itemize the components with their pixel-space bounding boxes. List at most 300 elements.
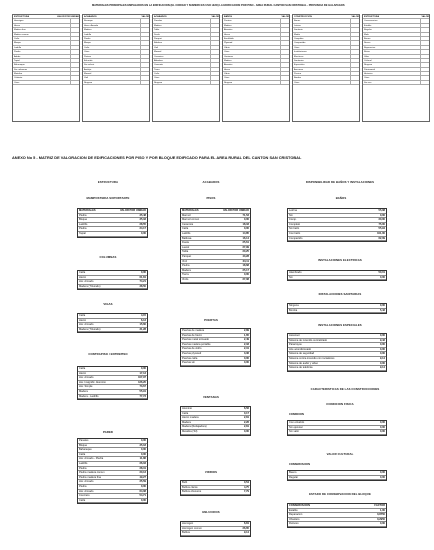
top-grid-header: ACABADOS VALOR bbox=[84, 16, 149, 18]
top-grid-header: ACABADOS VALOR bbox=[154, 16, 219, 18]
top-grid-row: Bloque bbox=[13, 41, 79, 45]
row-value: 6,56 bbox=[243, 407, 249, 410]
top-grid-row: Marmol bbox=[83, 72, 149, 76]
row-label: Bulbos claros bbox=[182, 485, 198, 489]
top-grid-row: Otros bbox=[293, 81, 359, 85]
row-value: 9,42 bbox=[379, 338, 385, 342]
row-value: 2,33 bbox=[243, 342, 249, 346]
row-value: 61,81 bbox=[139, 275, 146, 279]
table-row bbox=[288, 430, 386, 435]
row-label: Hormigon bbox=[182, 522, 194, 525]
row-value: 0,00 bbox=[140, 271, 146, 274]
top-grid-row: Azulejo bbox=[83, 68, 149, 72]
row-value: 18,33 bbox=[242, 222, 249, 226]
top-grid-row: Banos bbox=[293, 19, 359, 23]
row-label: Piedra madera fina bbox=[79, 475, 101, 479]
row-label: Con enlucido bbox=[289, 421, 305, 424]
col3-condicion-table bbox=[287, 420, 387, 436]
top-grid-row: Ladrillo bbox=[83, 33, 149, 37]
col1-mamposteria-table: MATERIALES VALOR POR UNIDAD Piedra 35,48 Bloque 35,33 Ladrillo 28,55 Piedra 24,17 Tapial 0,00 bbox=[77, 208, 148, 238]
row-value: 26,03 bbox=[139, 461, 146, 465]
cultural-label: CONSERVACION bbox=[289, 463, 310, 466]
top-grid-row: Aluminio bbox=[223, 28, 289, 32]
row-label: Puertas plywood bbox=[182, 351, 202, 355]
col3-sub1: BAÑOS bbox=[335, 196, 347, 200]
row-value: 0,00 bbox=[140, 231, 146, 235]
top-grid-row: Otros bbox=[293, 46, 359, 50]
top-grid-row: Tapial bbox=[13, 59, 79, 63]
row-label: Piedra bbox=[79, 466, 87, 470]
top-grid-row: Hierro bbox=[223, 33, 289, 37]
row-value: 0,00 bbox=[379, 213, 385, 217]
col3-sub6: CONDICION FISICA bbox=[326, 402, 354, 406]
top-grid-row: Sin uso bbox=[363, 81, 429, 85]
top-grid-row: Piscina bbox=[293, 72, 359, 76]
row-value: 62,09 bbox=[378, 236, 385, 240]
row-value: 6,81 bbox=[243, 522, 249, 525]
row-value: 74,21 bbox=[139, 280, 146, 284]
row-label: Tierra bbox=[182, 273, 189, 277]
row-label: Sistema contra incendio con rociadores bbox=[289, 356, 335, 360]
top-grid-row: Caña bbox=[83, 46, 149, 50]
top-grid-row: Otros bbox=[223, 76, 289, 80]
row-value: 20,25 bbox=[242, 250, 249, 254]
top-grid-row: Parquet bbox=[153, 37, 219, 41]
row-value: 27,99 bbox=[242, 245, 249, 249]
table-row bbox=[78, 232, 147, 237]
top-grid-row: Vinil bbox=[83, 76, 149, 80]
row-label: Puertas sin bbox=[182, 361, 195, 365]
top-grid-row: Aluminio bbox=[223, 63, 289, 67]
row-value: 71,53 bbox=[242, 213, 249, 217]
col1-contrapiso-table bbox=[77, 366, 148, 400]
row-label: Hor. Armado bbox=[79, 489, 94, 493]
col1-sub5: PARED bbox=[102, 430, 114, 434]
row-label: Aluminio bbox=[182, 407, 192, 410]
col3-sub5: CARACTERISTICAS DE LAS CONSTRUCCIONES bbox=[310, 387, 380, 391]
row-value: 0,00 bbox=[243, 218, 249, 222]
top-grid-row: Ceramica bbox=[153, 55, 219, 59]
row-value: 28,55 bbox=[139, 222, 146, 226]
top-grid-row: Revoque bbox=[83, 19, 149, 23]
top-grid-row: Madera comun bbox=[13, 33, 79, 37]
row-value: 7,79 bbox=[243, 490, 249, 494]
col2-heading: ACABADOS bbox=[202, 180, 220, 184]
top-grid-row: Tierra bbox=[153, 68, 219, 72]
row-label: Ceramica bbox=[182, 222, 194, 226]
row-label: Hierro bbox=[79, 318, 87, 322]
row-label: Marmol comun bbox=[182, 218, 200, 222]
table-row bbox=[181, 361, 250, 366]
row-label: Sin baño bbox=[289, 227, 300, 231]
row-label: Sistema de seguridad bbox=[289, 352, 315, 356]
row-label: Piedra madera comun bbox=[79, 471, 105, 475]
top-grid-row: Cemento bbox=[153, 63, 219, 67]
col2-sub3: VENTANAS bbox=[203, 395, 219, 399]
row-value: 0,00 bbox=[243, 273, 249, 277]
top-grid-row: Ventanas bbox=[223, 55, 289, 59]
row-value: 28,31 bbox=[139, 466, 146, 470]
row-value: 35,33 bbox=[139, 218, 146, 222]
row-label: Madera (Rebajadora) bbox=[182, 425, 207, 429]
col3-electricas-table bbox=[287, 270, 387, 281]
table-row bbox=[288, 366, 386, 371]
top-grid-row: Estable bbox=[363, 24, 429, 28]
row-value: 101,00 bbox=[377, 231, 385, 235]
row-label: Marmol bbox=[182, 213, 191, 217]
row-label: Obsoleto bbox=[289, 517, 300, 521]
row-label: Estable bbox=[289, 508, 298, 512]
row-label: Caña bbox=[79, 271, 86, 274]
row-value: 5,42 bbox=[379, 308, 385, 312]
top-grid-row: Madera bbox=[83, 28, 149, 32]
row-label: Metalica (Tol) bbox=[182, 429, 198, 433]
row-label: Ladrillo bbox=[79, 461, 88, 465]
row-value: 0,00 bbox=[140, 439, 146, 442]
row-value: 24,17 bbox=[139, 227, 146, 231]
row-label: Sin bbox=[289, 275, 293, 279]
row-label: Bloque bbox=[79, 218, 88, 222]
row-value: 0,00 bbox=[243, 356, 249, 360]
page-title: ANEXO No 5 - MATRIZ DE VALORACION DE EDIFICACIONES POR PISO Y POR BLOQUE EDIFICADO PARA EL AREA RURAL DEL CANTON SAN CRISTOBAL bbox=[12, 155, 302, 160]
top-grid-row: Otros bbox=[223, 50, 289, 54]
row-value: 0,2950 bbox=[377, 517, 385, 521]
top-grid-header: CONSTRUCCION VALOR bbox=[294, 16, 359, 18]
row-value: 2,89 bbox=[243, 329, 249, 332]
row-value: 2,49 bbox=[243, 338, 249, 342]
top-grid-row: Historico bbox=[363, 72, 429, 76]
col2-ventanas-table bbox=[180, 406, 251, 436]
row-value: 0,00 bbox=[379, 430, 385, 434]
table-row bbox=[181, 430, 250, 435]
table-row bbox=[78, 499, 147, 504]
top-grid-row: Otros bbox=[13, 81, 79, 85]
row-value: 20,00 bbox=[378, 218, 385, 222]
row-label: Sistema de audio y video bbox=[289, 361, 318, 365]
col1-heading: ESTRUCTURA bbox=[97, 180, 119, 184]
top-grid-row: Hormigon bbox=[13, 19, 79, 23]
row-value: 0,00 bbox=[243, 227, 249, 231]
row-label: Madera bbox=[79, 389, 88, 393]
row-label: Piedra bbox=[79, 227, 87, 231]
row-label: Concreto bbox=[79, 494, 90, 498]
row-label: Bloque bbox=[79, 443, 88, 447]
row-value: 49,27 bbox=[139, 475, 146, 479]
col1-sub1: MAMPOSTERIA SOPORTANTE bbox=[86, 196, 130, 200]
row-label: Laurel bbox=[182, 245, 190, 249]
row-label: Piedra bbox=[79, 213, 87, 217]
row-label: Puertas de vidrio bbox=[182, 347, 202, 351]
top-grid-row: Hierro bbox=[223, 68, 289, 72]
table-row bbox=[288, 522, 386, 527]
row-value: 43,28 bbox=[242, 254, 249, 258]
row-label: Piedra bbox=[79, 484, 87, 488]
row-label: Completo bbox=[289, 222, 301, 226]
row-value: 0,54 bbox=[243, 481, 249, 484]
top-grid-row: Vinil bbox=[153, 46, 219, 50]
row-value: 4,75 bbox=[243, 485, 249, 489]
top-grid-row: Madera bbox=[223, 59, 289, 63]
top-grid-row: Ascensor bbox=[293, 68, 359, 72]
row-label: Madera bbox=[182, 420, 191, 424]
top-title: MATERIALES PRINCIPALES EMPLEADOS EN LA EDIFICACION (EL CODIGO Y NUMERO ES USO HIJO) LA EDIFICACION POR PISO - AREA RURAL CANTON SAN CRISTOBAL - PROVINCIA DE GALAPAGOS bbox=[92, 4, 345, 7]
top-grid-row: Adobe bbox=[13, 55, 79, 59]
table-row bbox=[181, 278, 250, 283]
col3-cultural-table bbox=[287, 470, 387, 481]
top-grid-row: Madera bbox=[153, 24, 219, 28]
row-label: Piedra bbox=[182, 264, 190, 268]
col2-sub1: PISOS bbox=[206, 196, 216, 200]
row-value: 2,81 bbox=[243, 425, 249, 429]
col3-sub8: ESTADO DE CONSERVACION DEL BLOQUE bbox=[309, 492, 371, 496]
top-grid-row: Puertas bbox=[223, 19, 289, 23]
row-label: Bulbos obscuros bbox=[182, 490, 202, 494]
top-grid-header: ESTRUCTURA VALOR POR UNIDAD bbox=[14, 16, 79, 18]
row-label: Ruinoso bbox=[289, 522, 299, 526]
top-grid-row: Metalica bbox=[13, 72, 79, 76]
top-grid-row: Madera bbox=[223, 24, 289, 28]
top-grid-row: Caña bbox=[13, 37, 79, 41]
col2-puertas-table bbox=[180, 328, 251, 367]
row-label: Madera (Triturado) bbox=[79, 284, 101, 288]
col2-vidrios-table bbox=[180, 480, 251, 496]
top-grid-header: BAÑOS VALOR bbox=[224, 16, 289, 18]
top-grid-row: Marmol bbox=[153, 50, 219, 54]
row-value: 18,68 bbox=[242, 264, 249, 268]
table-row bbox=[181, 531, 250, 536]
top-grid-row: Bomba bbox=[293, 76, 359, 80]
top-grid-row: Alfombra bbox=[153, 59, 219, 63]
row-value: 17,13 bbox=[139, 371, 146, 375]
top-grid-row: Cubierta bbox=[13, 76, 79, 80]
row-label: Caña bbox=[182, 227, 189, 231]
row-label: Puertas madera portable bbox=[182, 342, 211, 346]
row-label: Sistema de telefonia bbox=[289, 366, 313, 370]
row-value: 26,65 bbox=[242, 526, 249, 530]
row-value: 0,00 bbox=[379, 425, 385, 429]
row-label: Sin bbox=[289, 213, 293, 217]
row-label: Bomba bbox=[289, 308, 298, 312]
row-label: Vinil bbox=[182, 259, 187, 263]
row-label: Madera (Triturado) bbox=[79, 327, 101, 331]
col1-pared-table bbox=[77, 438, 148, 504]
row-value: 75,00 bbox=[378, 222, 385, 226]
row-label: Caña bbox=[79, 367, 86, 370]
top-grid-row: Tabla bbox=[153, 28, 219, 32]
row-value: 0,8750 bbox=[377, 513, 385, 517]
top-grid-row: Enlucido bbox=[83, 59, 149, 63]
row-value: 35,48 bbox=[139, 213, 146, 217]
row-label: Sin valor bbox=[289, 430, 300, 434]
col3-sub7: VALOR CULTURAL bbox=[326, 452, 354, 456]
row-value: 0,00 bbox=[379, 471, 385, 474]
row-value: 0,00 bbox=[140, 484, 146, 488]
top-grid-header: ESTRUCTURA VALOR bbox=[364, 16, 429, 18]
top-grid-row: Sanitarias bbox=[293, 59, 359, 63]
col3-sub4: INSTALACIONES ESPECIALES bbox=[318, 323, 362, 327]
top-grid-row: Cultural bbox=[363, 59, 429, 63]
row-label: Ninguna bbox=[289, 304, 299, 307]
row-label: Regular bbox=[289, 475, 299, 479]
top-grid-row: Madera fina bbox=[13, 28, 79, 32]
row-label: Caña bbox=[79, 498, 86, 502]
col3-heading: DISPONIBILIDAD DE BAÑOS Y INSTALACIONES bbox=[305, 180, 375, 184]
top-grid-row: Nuevo bbox=[363, 41, 429, 45]
row-label: Compartido bbox=[289, 236, 303, 240]
top-grid-row: Plywood bbox=[223, 41, 289, 45]
row-value: 20,13 bbox=[139, 471, 146, 475]
top-grid-row: Bueno bbox=[363, 37, 429, 41]
top-grid-column bbox=[12, 14, 80, 122]
row-value: 9,14 bbox=[379, 366, 385, 370]
table-row bbox=[78, 395, 147, 400]
row-value: 107,97 bbox=[138, 376, 146, 380]
col1-sub2: COLUMNAS bbox=[99, 255, 117, 259]
col2-pisos-table: MATERIALES VALOR POR UNIDAD Marmol 71,53 Marmol comun 0,00 Ceramica 18,33 Caña 0,00 Ladrillo 14,85 Baldosa 16,14 Duela 25,61 Laurel 27,99 Tabla 20,25 Parquet 43,28 Vinil 23,11 Piedra 18,68 Madera 25,17 Tierra 0,00 Vinilo 27,08 bbox=[180, 208, 251, 284]
top-grid-row: Malo bbox=[363, 33, 429, 37]
top-grid-row: Valor bbox=[363, 55, 429, 59]
row-label: Hor. Insignific. Aluminio bbox=[79, 380, 106, 384]
row-value: 25,17 bbox=[242, 268, 249, 272]
top-grid-row: Completo bbox=[293, 37, 359, 41]
row-value: 0,00 bbox=[140, 498, 146, 502]
top-grid-row: Conservacion bbox=[363, 19, 429, 23]
col3-sanitarias-table bbox=[287, 303, 387, 314]
row-value: 23,11 bbox=[242, 259, 249, 263]
row-label: Hor. Armado bbox=[79, 480, 94, 484]
row-label: Puertas metal torneado bbox=[182, 338, 209, 342]
row-value: 54,71 bbox=[139, 494, 146, 498]
top-grid-column bbox=[82, 14, 150, 122]
row-value: 6,13 bbox=[140, 318, 146, 322]
top-grid-row: Compartido bbox=[293, 41, 359, 45]
table-row bbox=[288, 276, 386, 281]
row-value: 38,50 bbox=[139, 284, 146, 288]
row-value: 1,65 bbox=[243, 333, 249, 337]
row-label: Bulb bbox=[182, 481, 188, 484]
top-grid-row: Otros bbox=[363, 76, 429, 80]
top-grid-row: Reparacion bbox=[363, 46, 429, 50]
table-row bbox=[288, 476, 386, 481]
top-grid-row: Horm. Armado bbox=[83, 24, 149, 28]
row-value: 73,67 bbox=[139, 385, 146, 389]
top-grid-row: Sanitario bbox=[293, 28, 359, 32]
top-grid-row: Bloque bbox=[83, 41, 149, 45]
table-row bbox=[78, 285, 147, 290]
row-label: Ladrillo bbox=[182, 231, 191, 235]
row-value: 11,86 bbox=[139, 457, 146, 461]
row-value: 1,00 bbox=[379, 508, 385, 512]
row-label: Madera - Ladrillo bbox=[79, 394, 99, 398]
row-value: 0,00 bbox=[140, 367, 146, 370]
row-value: 0,00 bbox=[379, 304, 385, 307]
row-value: 64,08 bbox=[139, 489, 146, 493]
row-value: 0,00 bbox=[379, 334, 385, 337]
row-label: Alambrado bbox=[289, 271, 302, 274]
row-value: 55,91 bbox=[139, 389, 146, 393]
row-value: 2,81 bbox=[243, 416, 249, 420]
row-value: 0,00 bbox=[243, 429, 249, 433]
row-value: 0,00 bbox=[379, 275, 385, 279]
top-grid-row: Vidrio bbox=[223, 46, 289, 50]
row-label: Hierro bbox=[79, 275, 87, 279]
row-label: Caña bbox=[79, 314, 86, 317]
top-grid-row: Electricas bbox=[293, 55, 359, 59]
row-label: Con baño bbox=[289, 231, 301, 235]
row-value: 0,17 bbox=[243, 411, 249, 415]
row-value: 9,14 bbox=[379, 356, 385, 360]
condicion-label: CONDICION bbox=[289, 413, 304, 416]
top-grid-row: Patrimonial bbox=[363, 68, 429, 72]
col3-estado-table: CONSERVACION FACTOR Estable 1,00 Reparacion 0,8750 Obsoleto 0,2950 Ruinoso 0,00 bbox=[287, 503, 387, 528]
row-label: Madera bbox=[182, 268, 191, 272]
row-label: Baldosa bbox=[182, 236, 192, 240]
col1-sub4: CONTRAPISO / ENTREPISO bbox=[88, 352, 128, 356]
row-value: 3,36 bbox=[243, 351, 249, 355]
top-grid-row: Letrina bbox=[293, 24, 359, 28]
col2-sub2: PUERTAS bbox=[204, 318, 218, 322]
top-grid-row: Instalaciones bbox=[293, 50, 359, 54]
col2-sub5: ENLUCIDOS bbox=[202, 510, 220, 514]
row-label: Sistema de incendio centralizado bbox=[289, 338, 328, 342]
row-label: Hor. Armado bbox=[79, 376, 94, 380]
top-grid-row: Ninguno bbox=[223, 81, 289, 85]
row-value: 55,08 bbox=[378, 209, 385, 212]
row-value: 0,00 bbox=[379, 421, 385, 424]
table-row bbox=[288, 237, 386, 242]
row-label: Pararrayos bbox=[289, 343, 302, 347]
row-label: Hor. Armado - Piedra bbox=[79, 457, 104, 461]
row-value: 50,01 bbox=[378, 271, 385, 274]
row-value: 25,61 bbox=[242, 241, 249, 245]
top-grid-column bbox=[292, 14, 360, 122]
row-label: Ladrillo bbox=[79, 222, 88, 226]
row-label: Puertas de hierro bbox=[182, 333, 202, 337]
top-grid-row: Sin columnas bbox=[13, 68, 79, 72]
row-value: 2,31 bbox=[243, 347, 249, 351]
top-grid-row: Duela bbox=[153, 33, 219, 37]
row-label: Duela bbox=[182, 241, 189, 245]
col3-especiales-table bbox=[287, 333, 387, 372]
row-value: 0,00 bbox=[379, 522, 385, 526]
top-grid-row: Ninguno bbox=[363, 63, 429, 67]
table-row bbox=[181, 490, 250, 495]
table-row bbox=[288, 309, 386, 314]
top-grid-row: Ninguno bbox=[83, 81, 149, 85]
row-label: Reparacion bbox=[289, 513, 303, 517]
row-label: Bahareque bbox=[79, 448, 92, 452]
row-value: 16,14 bbox=[242, 236, 249, 240]
col2-sub4: VIDRIOS bbox=[204, 470, 218, 474]
row-value: 0,00 bbox=[379, 361, 385, 365]
row-label: Paneles bbox=[79, 439, 89, 442]
row-label: Tapial bbox=[79, 231, 86, 235]
row-label: Caña bbox=[79, 452, 86, 456]
row-label: Hormigon comun bbox=[182, 526, 202, 530]
top-grid-row: Piedra bbox=[83, 37, 149, 41]
top-grid-row: Sin enlucir bbox=[83, 63, 149, 67]
top-grid-row: Hierro bbox=[13, 24, 79, 28]
top-grid-row: Ruina bbox=[363, 50, 429, 54]
row-label: Hor. Simple bbox=[79, 385, 93, 389]
top-grid-row: Otros bbox=[83, 50, 149, 54]
row-label: Hierro bbox=[79, 371, 87, 375]
row-value: 25,59 bbox=[139, 480, 146, 484]
row-value: 0,00 bbox=[379, 475, 385, 479]
top-grid-row: Baldosa bbox=[153, 41, 219, 45]
row-label: Puertas de madera bbox=[182, 329, 205, 332]
top-grid-row: Bahareque bbox=[13, 63, 79, 67]
